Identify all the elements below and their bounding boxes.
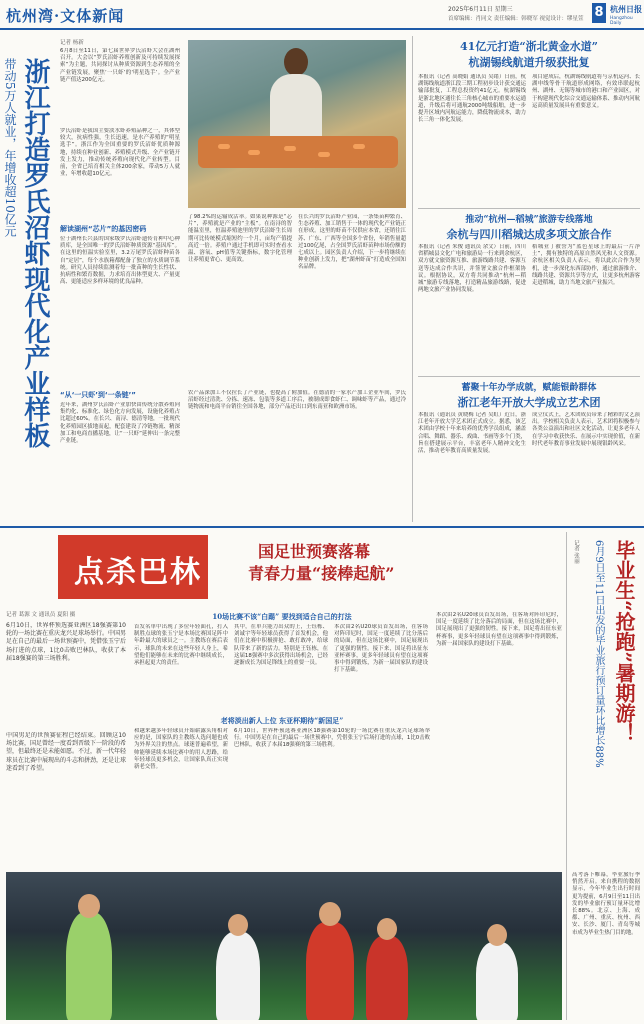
farmer-body [270, 74, 322, 144]
story2-headline-2: 杭湖锡线航道升级获批复 [468, 56, 590, 69]
soccer-banner [58, 535, 528, 599]
shrimp-col5: 在长兴的罗氏沼虾产业园，一条集苗种繁育、生态养殖、加工销售于一体的现代化产业链正在形成。这里的虾苗不仅供应本省，还销往江苏、广东、广西等全国多个省份，年销售量超过100亿尾，占全国罗氏沼虾苗种市场份额的七成以上。园区负责人介绍，下一步将继续在种业创新上发力，把“湖州虾苗”打造成全国知名品牌。 [298, 214, 406, 271]
shrimp-col2: 位于湖州长兴县的国家级罗氏沼虾遗传育种中心种质库，是全国唯一的罗氏沼虾种质资源“基因库”。在这里的恒温实验室里，3.2万尾罗氏沼虾种苗各自“定居”，每个水族箱都配备了独立的水质调节系统。研究人员持续监测着每一批苗种的生长性状、抗病性和繁育数据，力求培育出体型更大、产量更高、更能适应多样环境的优良品种。 [60, 236, 180, 286]
section-title: 杭州湾·文体新闻 [6, 7, 125, 25]
shrimp-headline: 浙江打造罗氏沼虾现代化产业样板 [20, 58, 50, 448]
shrimp-tray [198, 136, 398, 168]
story3-headline-2: 余杭与四川稻城达成多项文旅合作 [446, 228, 612, 241]
section-divider [0, 526, 644, 528]
shrimp-farmer-photo [188, 40, 406, 208]
column-rule [566, 532, 567, 1020]
soccer-mid-head-2: 老将淡出新人上位 东亚杯期待“新国足” [220, 716, 344, 725]
shrimp-col5b: 农产品深加工不仅拉长了产业链，也提高了附加值。在德清的一家水产加工企业车间，罗氏沼虾经过清洗、分拣、速冻、包装等多道工序后，被制成即食虾仁、调味虾等产品，通过冷链物流和电商平台销往全国各地，部分产品还出口到东南亚和欧洲市场。 [188, 390, 406, 411]
shrimp-icon [248, 150, 260, 155]
soccer-mid-head-1: 10场比赛不该“白踢” 要找到适合自己的打法 [212, 612, 352, 621]
shrimp-subhead: 解读湖州“芯片”的基因密码 [60, 225, 147, 233]
soccer-col3: 其中，在单兵能力出众的上，王钰栋、刘诚宇等年轻球员获得了首发机会，他们在比赛中积极拼抢、敢打敢冲，给球队带来了新的活力。特别是王钰栋，在这届18强赛中多次获得出场机会，已经逐渐成长为国足锋线上的重要一员。 [234, 624, 328, 667]
player-figure [306, 922, 354, 1020]
masthead [0, 0, 644, 30]
goalkeeper-figure [66, 912, 112, 1020]
player-figure [216, 932, 260, 1020]
grad-subheadline: 6月9日至11日出发的毕业旅行预订量环比增长88% [593, 540, 604, 768]
paper-name-en: Hangzhou Daily [610, 16, 633, 26]
shrimp-col3: 近年来，湖州罗氏沼虾产业加快由传统分散养殖向集约化、标准化、绿色化方向发展，设施化养殖占比超过60%。在长兴、南浔、德清等地，一批现代化养殖园区拔地而起，配套建设了冷链物流、精深加工和电商直播基地，让“一只虾”延伸出一条完整产业链。 [60, 402, 180, 445]
soccer-byline: 记者 葛源 文 通讯员 夏阳 摄 [6, 612, 76, 618]
story4-body2: 成立仪式上，艺术团成员带来了精彩的文艺演出。学校相关负责人表示，艺术团将积极参与各类公益演出和社区文化活动，让更多老年人在学习中收获快乐、在展示中实现价值，在新时代老年教育事业发展中展现银龄风采。 [532, 412, 640, 447]
soccer-col6: 6月10日，世界杯预选赛亚洲区18强赛第10轮的一场比赛在重庆龙兴足球场举行。中国男足在自己的最后一场世预赛中，凭借张玉宁后场打进的点球，1比0击败巴林队，收获了本届18强赛的第三场胜利。 [234, 728, 430, 749]
shrimp-col3-subhead: “从‘一只虾’到‘一条链’” [60, 391, 136, 399]
story-divider [418, 376, 640, 377]
editor-credits: 首席编辑：肖同文 责任编辑：韩晓军 视觉设计：缪星萱 [448, 16, 584, 22]
soccer-body2: 中国男足的世预赛征程已经结束。回顾这10场比赛，国足曾经一度看到晋级下一阶段的希望，但最终还是未能如愿。不过，新一代年轻球员在比赛中展现出的斗志和拼劲，还是让球迷看到了希望。 [6, 732, 126, 772]
farmer-head [284, 48, 308, 76]
soccer-banner-title: 点杀巴林 [74, 555, 202, 590]
story4-headline-2: 浙江老年开放大学成立艺术团 [457, 396, 601, 409]
story4-headline-1: 蓄聚十年办学成就，赋能银龄群体 [461, 383, 597, 393]
story2-body2: 项目建成后，杭湖锡线航道将与京杭运河、长湖申线等骨干航道形成网络，有效串联起杭州、湖州、无锡等城市的港口和产业园区，对于构建现代化综合交通运输体系、推动内河航运高质量发展具有重要意义。 [532, 74, 640, 109]
grad-headline: 毕业生“抢跑”暑期游！ [612, 540, 636, 744]
soccer-body: 6月10日，世界杯预选赛亚洲区18强赛第10轮的一场比赛在重庆龙兴足球场举行。中国男足在自己的最后一场世预赛中，凭借张玉宁后场打进的点球，1比0击败巴林队，收获了本届18强赛的第三场胜利。 [6, 622, 126, 662]
column-rule [412, 36, 413, 522]
grad-body: 高考落下帷幕，毕业旅行季悄然开启。来自携程的数据显示，今年毕业生出行时间更为提前，6月9日至11日出发的毕业旅行预订量环比增长88%。北京、上海、成都、广州、重庆、杭州、西安、长沙、厦门、青岛等城市成为毕业生热门目的地。 [572, 872, 640, 936]
shrimp-icon [318, 152, 330, 157]
soccer-team-photo [6, 872, 562, 1020]
story2-headline-1: 41亿元打造“浙北黄金水道” [460, 40, 598, 53]
page-number: 8 [592, 3, 606, 23]
soccer-subline-2: 青春力量“接棒起航” [248, 564, 395, 583]
grad-byline: 记者 张丽 [573, 540, 579, 564]
player-head [319, 902, 341, 926]
story-divider [418, 208, 640, 209]
story3-body2: 稻城亚丁被誉为“蓝色星球上的最后一片净土”，拥有独特的高原自然风光和人文资源。余杭区相关负责人表示，将以此次合作为契机，进一步深化东西部协作，通过旅游推介、线路共建、资源共享等方式，让更多杭州游客走进稻城，助力当地文旅产业振兴。 [532, 244, 640, 287]
story3-headline-1: 推动“杭州—稻城”旅游专线落地 [465, 215, 593, 225]
soccer-col7: 本次由2名U20球员首发出场，在客场对阵印尼时，国足一度延续了比分落后的局面，但在这场比赛中，国足展现出了更强的韧性。接下来，国足将出征东亚杯赛事，更多年轻球员有望在这项赛事中得到锻炼，为新一届国家队的建设打下基础。 [436, 612, 562, 647]
shrimp-icon [218, 144, 230, 149]
shrimp-icon [353, 144, 365, 149]
story4-body: 本报讯（通讯员 黄晓梅 记者 吴虹）近日，浙江老年开放大学艺术团正式成立。据悉，该艺术团由学校十年来培养的优秀学员组成，涵盖合唱、舞蹈、器乐、戏曲、书画等多个门类，旨在搭建展示平台，丰富老年人精神文化生活，推动老年教育高质量发展。 [418, 412, 526, 455]
soccer-subline-1: 国足世预赛落幕 [258, 542, 371, 561]
soccer-col2: 首发名单中出现了多位年轻面孔，打入制胜点球的张玉宁是本场比赛国足阵中年龄最大的球员之一。主教练在赛后表示，球队的未来在这些年轻人身上，希望他们能够在未来的比赛中继续成长，承担起更大的责任。 [134, 624, 228, 667]
soccer-col4: 本次由2名U20球员首发出场，在客场对阵印尼时，国足一度延续了比分落后的局面，但在这场比赛中，国足展现出了更强的韧性。接下来，国足将出征东亚杯赛事，更多年轻球员有望在这项赛事中得到锻炼，为新一届国家队的建设打下基础。 [334, 624, 428, 674]
shrimp-lead: 6月8日至11日，第七届世界罗氏沼虾大会在湖州召开。大会以“罗氏沼虾养殖创新及可持续发展探索”为主题，共同探讨从种质资源到生态养殖的全产业链发展，聚焦‘一只虾’的‘明星选手’。全产业链产值达200亿元。 [60, 48, 180, 83]
story2-body: 本报讯（记者 高晓娟 通讯员 吴绪）日前，杭湖锡线航道浙江段三期工程初步设计获交通运输部批复，工程总投资约41亿元。杭湖锡线是浙北地区通往长三角核心城市的重要水运通道，升级后将可通航2000吨级船舶，进一步提升区域内河航运能力，降低物流成本，助力长三角一体化发展。 [418, 74, 526, 124]
soccer-col5: 和越来越多年轻球员开始崭露头角相对应的是，国家队的主教练人选问题也成为外界关注的焦点。球迷普遍希望，新帅能够延续本场比赛中的用人思路，给年轻球员更多机会，让国家队真正实现新老交替。 [134, 728, 228, 771]
player-head [377, 918, 397, 940]
player-head [78, 894, 100, 918]
shrimp-byline: 记者 杨新 [60, 40, 84, 46]
dateline: 2025年6月11日 星期三 [448, 6, 513, 13]
shrimp-icon [284, 146, 296, 151]
paper-name: 杭州日报 [610, 4, 642, 14]
player-head [228, 914, 248, 936]
shrimp-body: 罗氏沼虾是我国主要淡水虾养殖品种之一，其体型较大，抗病性强，生长迅速，是水产养殖的“明星选手”。浙江作为全国重要的罗氏沼虾优质种源地，持续在种业创新、养殖模式升级、全产业链开发上发力，推动传统养殖向现代化产业转型。目前，全省已培育相关主体200余家，带动5万人就业，年增收超10亿元。 [60, 128, 180, 178]
shrimp-col4: 了98.2%的运输成活率。如果说种源是“芯片”，养殖就是产业的“主板”。在南浔的智能温室里，恒温养殖池里的罗氏沼虾生长周期可比传统模式缩短约一个月，亩均产值提高近一倍。养殖户通过手机即可实时查看水温、溶氧、pH值等关键指标，数字化管理让养殖更省心、更高效。 [188, 214, 292, 264]
player-head [487, 924, 507, 946]
story3-body: 本报讯（记者 朱俊 通讯员 余文）日前，四川省稻城县文化广电和旅游局一行来到余杭区，双方就文旅资源互推、旅游线路共建、客源互送等达成合作共识，并签署文旅合作框架协议。根据协议，双方将共同推动“杭州—稻城”旅游专线落地，打造精品旅游线路，促进两地文旅产业协同发展。 [418, 244, 526, 294]
player-figure [476, 942, 518, 1020]
shrimp-subheadline: 带动5万人就业，年增收超10亿元 [3, 58, 17, 237]
player-figure [366, 936, 408, 1020]
